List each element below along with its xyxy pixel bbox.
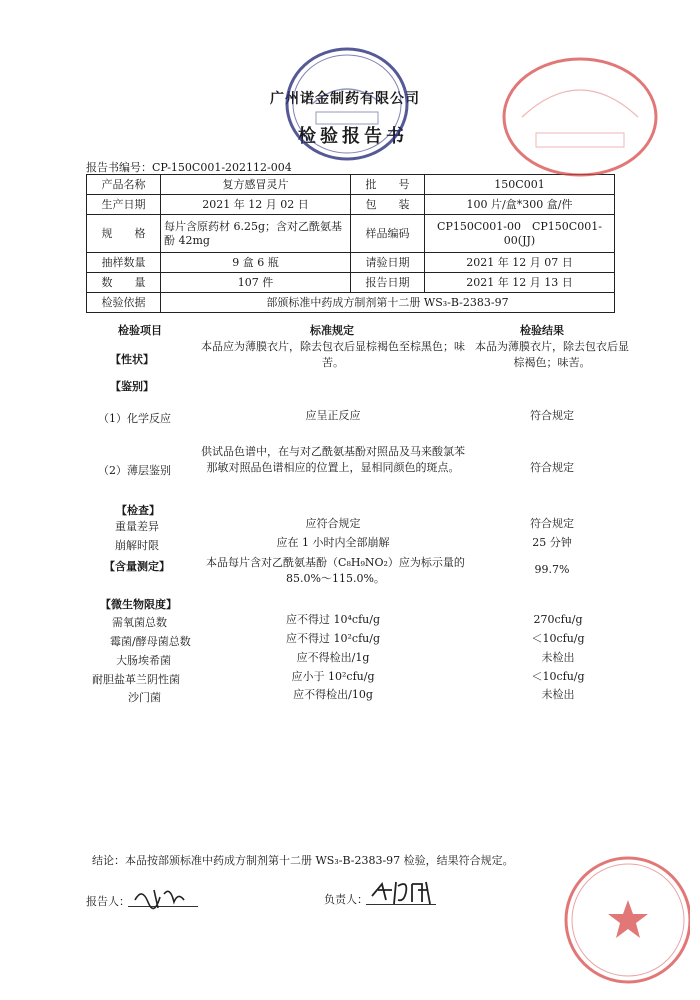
product-name-value: 复方感冒灵片 bbox=[161, 175, 351, 195]
sample-code-value: CP150C001-00 CP150C001-00(JJ) bbox=[425, 215, 615, 253]
basis-value: 部颁标准中药成方制剂第十二册 WS₃-B-2383-97 bbox=[161, 293, 615, 313]
disintegration-result: 25 分钟 bbox=[532, 536, 572, 549]
package-value: 100 片/盒*300 盒/件 bbox=[425, 195, 615, 215]
micro-item-gram-negative: 耐胆盐革兰阴性菌 bbox=[92, 673, 180, 686]
disintegration-standard: 应在 1 小时内全部崩解 bbox=[276, 536, 390, 549]
weight-standard: 应符合规定 bbox=[305, 517, 361, 530]
report-date-label: 报告日期 bbox=[351, 273, 425, 293]
micro-item-ecoli: 大肠埃希菌 bbox=[116, 654, 171, 667]
micro-item-aerobic: 需氧菌总数 bbox=[112, 616, 167, 629]
chemical-standard: 应呈正反应 bbox=[305, 409, 361, 422]
properties-standard: 本品应为薄膜衣片，除去包衣后显棕褐色至棕黑色；味苦。 bbox=[201, 340, 465, 369]
spec-label: 规 格 bbox=[87, 215, 161, 253]
assay-standard: 本品每片含对乙酰氨基酚（C₈H₉NO₂）应为标示量的 85.0%～115.0%。 bbox=[206, 556, 465, 585]
weight-result: 符合规定 bbox=[530, 517, 574, 530]
sample-qty-value: 9 盒 6 瓶 bbox=[161, 253, 351, 273]
sample-code-label: 样品编码 bbox=[351, 215, 425, 253]
batch-value: 150C001 bbox=[425, 175, 615, 195]
micro-result-ecoli: 未检出 bbox=[541, 651, 575, 664]
spec-value: 每片含原药材 6.25g；含对乙酰氨基酚 42mg bbox=[161, 215, 351, 253]
micro-result-aerobic: 270cfu/g bbox=[533, 613, 583, 626]
tlc-result: 符合规定 bbox=[530, 461, 574, 474]
micro-item-mold: 霉菌/酵母菌总数 bbox=[110, 635, 191, 648]
result-header: 检验结果 bbox=[520, 324, 564, 337]
item-header: 检验项目 bbox=[118, 324, 162, 337]
reporter-label: 报告人： bbox=[86, 895, 130, 908]
properties-result: 本品为薄膜衣片，除去包衣后显棕褐色；味苦。 bbox=[475, 340, 629, 369]
inspection-seal bbox=[282, 44, 412, 164]
request-date-value: 2021 年 12 月 07 日 bbox=[425, 253, 615, 273]
package-label: 包 装 bbox=[351, 195, 425, 215]
section-inspection: 【检查】 bbox=[116, 504, 160, 517]
micro-result-gram-negative: ＜10cfu/g bbox=[531, 670, 585, 683]
micro-standard-salmonella: 应不得检出/10g bbox=[293, 688, 373, 701]
request-date-label: 请验日期 bbox=[351, 253, 425, 273]
bottom-seal bbox=[560, 848, 690, 988]
tlc-standard: 供试品色谱中，在与对乙酰氨基酚对照品及马来酸氯苯那敏对照品色谱相应的位置上，显相同颜色的斑点。 bbox=[201, 445, 465, 474]
micro-result-mold: ＜10cfu/g bbox=[531, 632, 585, 645]
micro-result-salmonella: 未检出 bbox=[541, 688, 575, 701]
company-name: 广州诺金制药有限公司 bbox=[270, 91, 420, 107]
micro-item-salmonella: 沙门菌 bbox=[128, 691, 161, 704]
chemical-item: （1）化学反应 bbox=[98, 412, 171, 425]
disintegration-item: 崩解时限 bbox=[115, 539, 159, 552]
batch-label: 批 号 bbox=[351, 175, 425, 195]
sample-qty-label: 抽样数量 bbox=[87, 253, 161, 273]
page-title: 检验报告书 bbox=[298, 126, 408, 147]
micro-standard-gram-negative: 应小于 10²cfu/g bbox=[291, 670, 375, 683]
report-number: 报告书编号：CP-150C001-202112-004 bbox=[86, 161, 292, 174]
quality-seal bbox=[500, 55, 660, 180]
product-name-label: 产品名称 bbox=[87, 175, 161, 195]
tlc-item: （2）薄层鉴别 bbox=[98, 464, 171, 477]
assay-result: 99.7% bbox=[534, 563, 570, 576]
responsible-label: 负责人： bbox=[324, 893, 368, 906]
quantity-label: 数 量 bbox=[87, 273, 161, 293]
prod-date-label: 生产日期 bbox=[87, 195, 161, 215]
reporter-signature bbox=[130, 882, 190, 912]
star-icon bbox=[608, 900, 648, 938]
standard-header: 标准规定 bbox=[310, 324, 354, 337]
conclusion-text: 结论：本品按部颁标准中药成方制剂第十二册 WS₃-B-2383-97 检验，结果符合规定。 bbox=[92, 854, 514, 867]
weight-item: 重量差异 bbox=[115, 520, 159, 533]
section-properties: 【性状】 bbox=[110, 353, 154, 366]
micro-standard-mold: 应不得过 10²cfu/g bbox=[286, 632, 380, 645]
quantity-value: 107 件 bbox=[161, 273, 351, 293]
micro-standard-ecoli: 应不得检出/1g bbox=[296, 651, 370, 664]
section-identification: 【鉴别】 bbox=[110, 380, 154, 393]
micro-standard-aerobic: 应不得过 10⁴cfu/g bbox=[286, 613, 380, 626]
prod-date-value: 2021 年 12 月 02 日 bbox=[161, 195, 351, 215]
chemical-result: 符合规定 bbox=[530, 409, 574, 422]
section-microbial: 【微生物限度】 bbox=[100, 598, 177, 611]
info-table bbox=[86, 174, 615, 313]
section-assay: 【含量测定】 bbox=[104, 560, 170, 573]
basis-label: 检验依据 bbox=[87, 293, 161, 313]
responsible-signature bbox=[368, 876, 438, 908]
report-date-value: 2021 年 12 月 13 日 bbox=[425, 273, 615, 293]
